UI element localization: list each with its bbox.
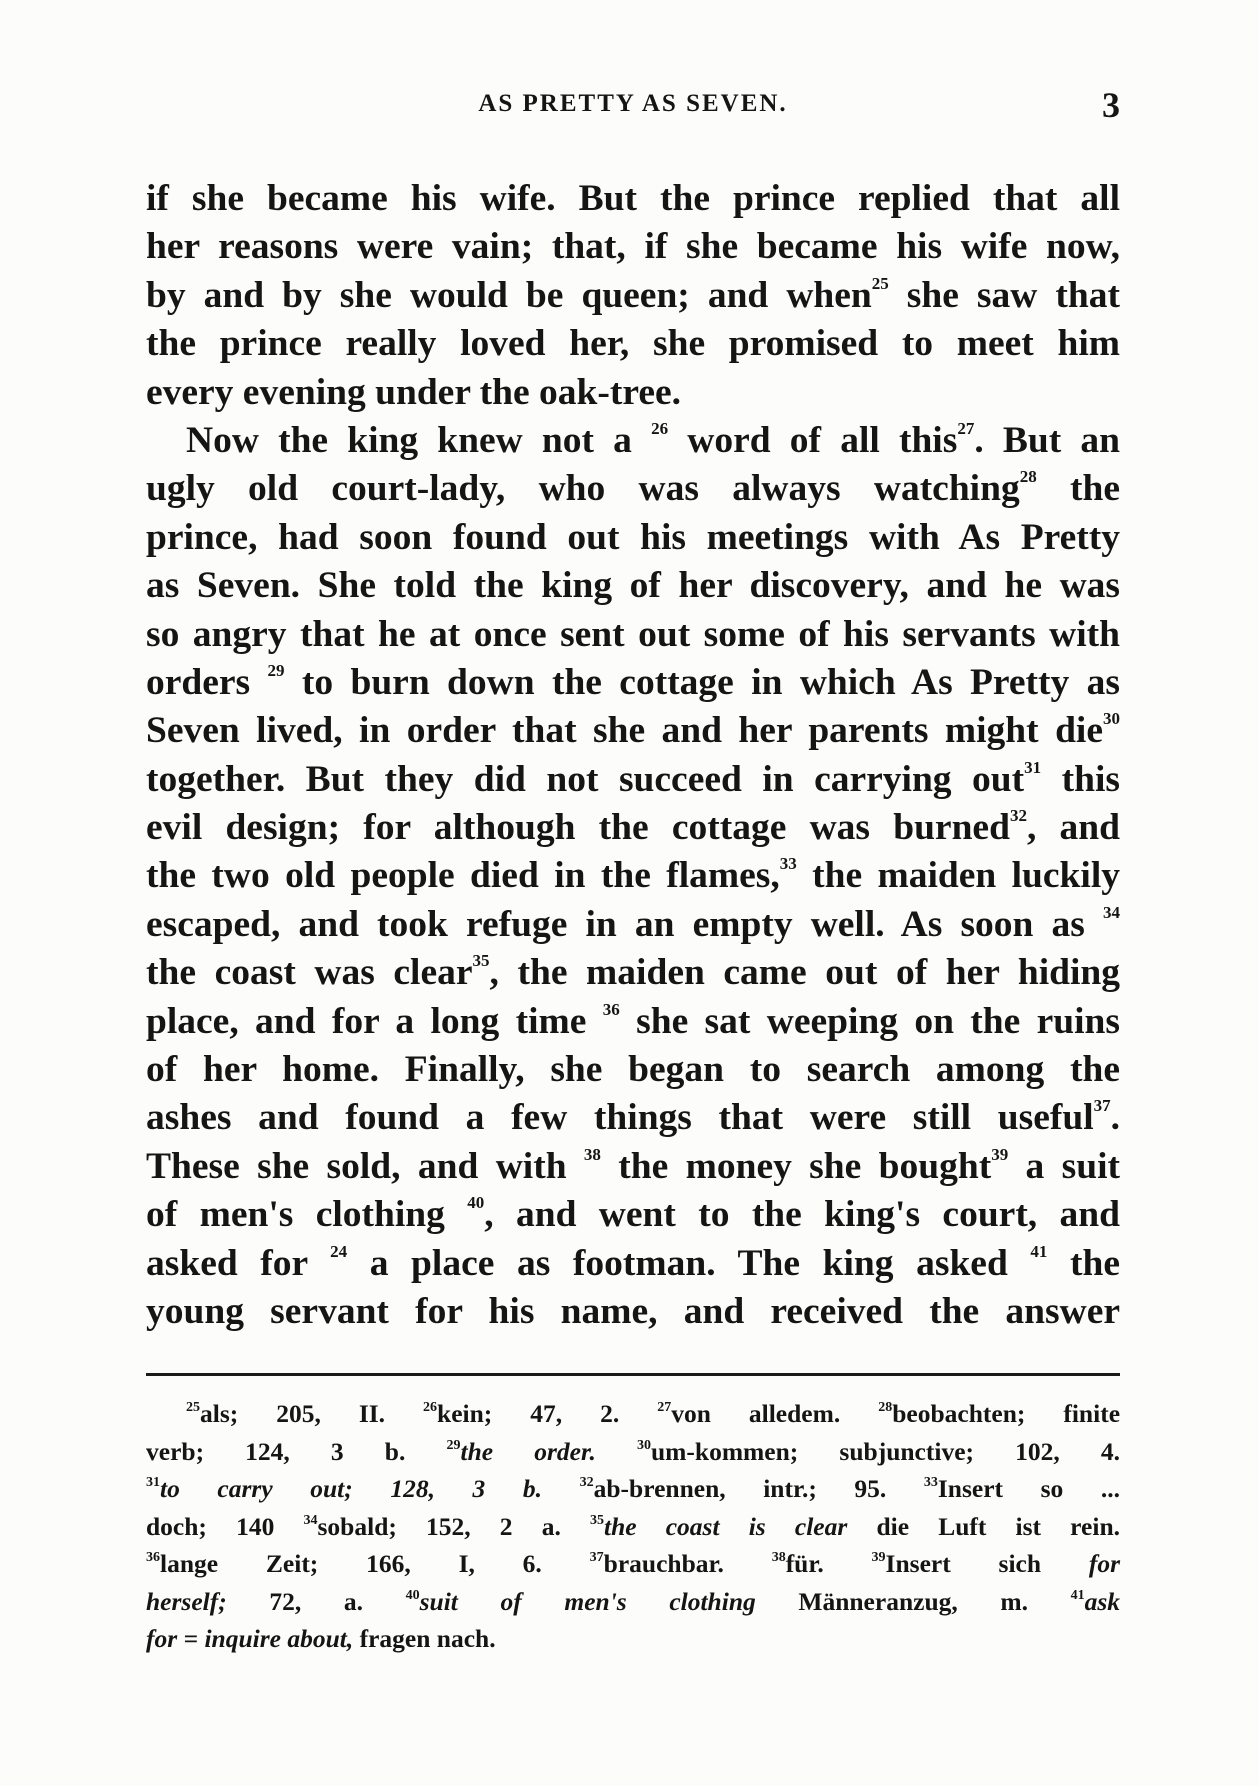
footnote-ref: 37 [1093, 1096, 1111, 1116]
text-run: to burn down the cottage in which As Pretty as [284, 661, 1120, 703]
footnote-ref: 33 [779, 854, 797, 874]
text-line [146, 417, 1120, 465]
text-run: . [1110, 1097, 1120, 1139]
text-run: the prince really loved her, she promised to meet him [146, 323, 1120, 365]
text-run: so angry that he at once sent out some of his servants with [146, 613, 1120, 655]
text-run: the [1047, 1242, 1121, 1284]
footnote-ref: 30 [1103, 709, 1120, 729]
footnote-ref: 25 [871, 273, 889, 293]
text-run: ashes and found a few things that were still useful [146, 1097, 1094, 1139]
footnote-line: $^{36}$lange Zeit; 166, I, 6. $^{37}$brauchbar. $^{38}$für. $^{39}$Insert sich for [146, 1549, 1121, 1578]
text-line [146, 320, 1120, 368]
text-run: she sat weeping on the ruins [619, 1000, 1120, 1042]
text-run: as Seven. She told the king of her discovery, and he was [146, 565, 1120, 607]
footnote-line: $^{25}$als; 205, II. $^{26}$kein; 47, 2. $^{27}$von alledem. $^{28}$beobachten; finite [186, 1399, 1121, 1428]
text-run: These she sold, and with [146, 1145, 584, 1187]
body-text [146, 175, 1120, 1336]
text-line [146, 804, 1120, 852]
footnote-ref: 40 [467, 1193, 485, 1213]
footnote-ref: 31 [1024, 757, 1042, 777]
text-run: ugly old court-lady, who was always watching [146, 468, 1020, 510]
text-run: every evening under the oak-tree. [146, 371, 681, 413]
text-run: prince, had soon found out his meetings with As Pretty [146, 516, 1120, 558]
text-run: the money she bought [600, 1145, 992, 1187]
text-line [146, 175, 1120, 223]
text-run: of men's clothing [146, 1194, 468, 1236]
text-line [146, 901, 1120, 949]
footnote-line: doch; 140 $^{34}$sobald; 152, 2 a. $^{35}$the coast is clear die Luft ist rein. [146, 1511, 1120, 1541]
running-head [146, 84, 1120, 124]
text-run: Now the king knew not a [186, 419, 652, 461]
footnote-ref: 32 [1009, 806, 1027, 826]
text-run: escaped, and took refuge in an empty well. As soon as [146, 903, 1103, 945]
footnote-ref: 35 [472, 951, 490, 971]
footnote-line: for = inquire about, fragen nach. [146, 1624, 496, 1653]
footnote-ref: 27 [957, 418, 975, 438]
text-run: young servant for his name, and received the answer [146, 1290, 1120, 1332]
text-line [146, 465, 1120, 513]
text-line [146, 707, 1120, 755]
text-line [146, 272, 1120, 320]
text-line [146, 949, 1120, 997]
footnote-ref: 26 [651, 418, 669, 438]
text-line [146, 514, 1120, 562]
text-run: the [1036, 468, 1120, 510]
footnote-ref: 38 [583, 1144, 601, 1164]
text-line [146, 852, 1120, 900]
text-line [146, 1094, 1120, 1142]
text-run: the coast was clear [146, 952, 473, 994]
text-run: orders [146, 661, 268, 703]
text-run: word of all this [668, 419, 958, 461]
text-run: her reasons were vain; that, if she became his wife now, [146, 226, 1120, 268]
text-run: asked for [146, 1242, 331, 1284]
footnote-ref: 29 [267, 660, 285, 680]
footnote-divider [146, 1373, 1120, 1376]
text-line [146, 1143, 1120, 1191]
footnote-ref: 36 [602, 999, 620, 1019]
text-run: , and [1026, 807, 1120, 849]
text-run: place, and for a long time [146, 1000, 603, 1042]
text-run: a place as footman. The king asked [347, 1242, 1031, 1284]
text-line [146, 1191, 1120, 1239]
text-line [146, 1240, 1120, 1288]
text-run: . But an [974, 419, 1121, 461]
text-line [146, 1288, 1120, 1336]
text-line [146, 756, 1120, 804]
footnotes [146, 1395, 1120, 1658]
text-line [146, 998, 1120, 1046]
text-run: evil design; for although the cottage was burned [146, 807, 1010, 849]
text-line [146, 562, 1120, 610]
footnote-line: herself; 72, a. $^{40}$suit of men's clothing Männeranzug, m. $^{41}$ask [146, 1586, 1121, 1616]
text-run: of her home. Finally, she began to search among the [146, 1049, 1120, 1091]
running-title: AS PRETTY AS SEVEN. [478, 90, 788, 117]
text-run: she saw that [888, 274, 1120, 316]
text-line [146, 223, 1120, 271]
text-run: , and went to the king's court, and [484, 1194, 1120, 1236]
footnote-ref: 24 [330, 1241, 348, 1261]
text-line [146, 1046, 1120, 1094]
text-line [146, 611, 1120, 659]
text-run: by and by she would be queen; and when [146, 274, 872, 316]
page-number: 3 [1102, 85, 1120, 125]
footnote-ref: 34 [1103, 902, 1120, 922]
footnote-line: $^{31}$to carry out; 128, 3 b. $^{32}$ab-brennen, intr.; 95. $^{33}$Insert so ... [146, 1474, 1121, 1503]
footnote-ref: 28 [1019, 467, 1037, 487]
footnote-ref: 41 [1030, 1241, 1048, 1261]
text-run: together. But they did not succeed in carrying out [146, 758, 1025, 800]
text-run: if she became his wife. But the prince replied that all [146, 178, 1120, 219]
footnote-line: verb; 124, 3 b. $^{29}$the order. $^{30}$um-kommen; subjunctive; 102, 4. [146, 1436, 1121, 1466]
text-run: the two old people died in the flames, [146, 855, 780, 897]
text-run: this [1041, 758, 1120, 800]
text-run: the maiden luckily [796, 855, 1120, 897]
text-run: , the maiden came out of her hiding [489, 952, 1120, 994]
text-run: a suit [1008, 1145, 1120, 1187]
text-run: Seven lived, in order that she and her parents might die [146, 710, 1103, 752]
text-line [146, 369, 1120, 417]
text-line [146, 659, 1120, 707]
footnote-ref: 39 [991, 1144, 1009, 1164]
